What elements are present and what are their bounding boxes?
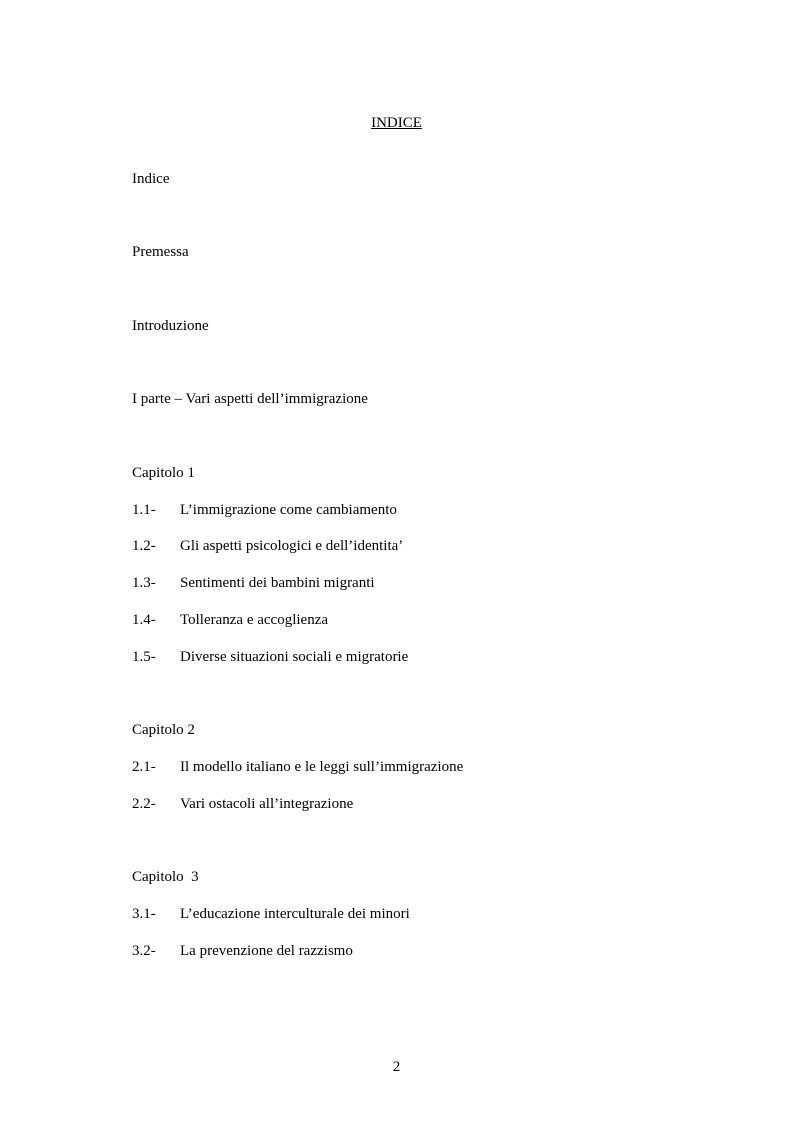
toc-section [132, 610, 328, 630]
toc-section [132, 573, 375, 593]
toc-entry-indice: Indice [132, 171, 170, 187]
section-title: Gli aspetti psicologici e dell’identita’ [180, 538, 404, 554]
section-title: Tolleranza e accoglienza [180, 612, 329, 628]
toc-section [132, 647, 408, 667]
section-title: L’educazione interculturale dei minori [180, 906, 410, 922]
toc-section [132, 941, 353, 961]
toc-entry-premessa: Premessa [132, 244, 189, 260]
section-title: L’immigrazione come cambiamento [180, 502, 397, 518]
section-title: La prevenzione del razzismo [180, 943, 353, 959]
section-number: 1.3- [132, 575, 156, 591]
toc-chapter-2-heading: Capitolo 2 [132, 722, 195, 738]
toc-section [132, 757, 463, 777]
toc-section [132, 794, 353, 814]
section-number: 2.2- [132, 796, 156, 812]
section-number: 1.5- [132, 649, 156, 665]
section-title: Vari ostacoli all’integrazione [180, 796, 354, 812]
toc-section [132, 904, 410, 924]
toc-entry-introduzione: Introduzione [132, 318, 209, 334]
section-number: 1.2- [132, 538, 156, 554]
toc-section [132, 536, 403, 556]
section-number: 1.1- [132, 502, 156, 518]
section-number: 2.1- [132, 759, 156, 775]
toc-chapter-1-heading: Capitolo 1 [132, 465, 195, 481]
section-title: Diverse situazioni sociali e migratorie [180, 649, 409, 665]
toc-section [132, 500, 397, 520]
toc-chapter-3-heading: Capitolo 3 [132, 869, 199, 885]
section-number: 1.4- [132, 612, 156, 628]
section-number: 3.2- [132, 943, 156, 959]
section-number: 3.1- [132, 906, 156, 922]
toc-entry-parte-1: I parte – Vari aspetti dell’immigrazione [132, 391, 368, 407]
section-title: Il modello italiano e le leggi sull’immigrazione [180, 759, 464, 775]
page-title: INDICE [371, 115, 422, 131]
page-number: 2 [392, 1059, 401, 1075]
section-title: Sentimenti dei bambini migranti [180, 575, 375, 591]
